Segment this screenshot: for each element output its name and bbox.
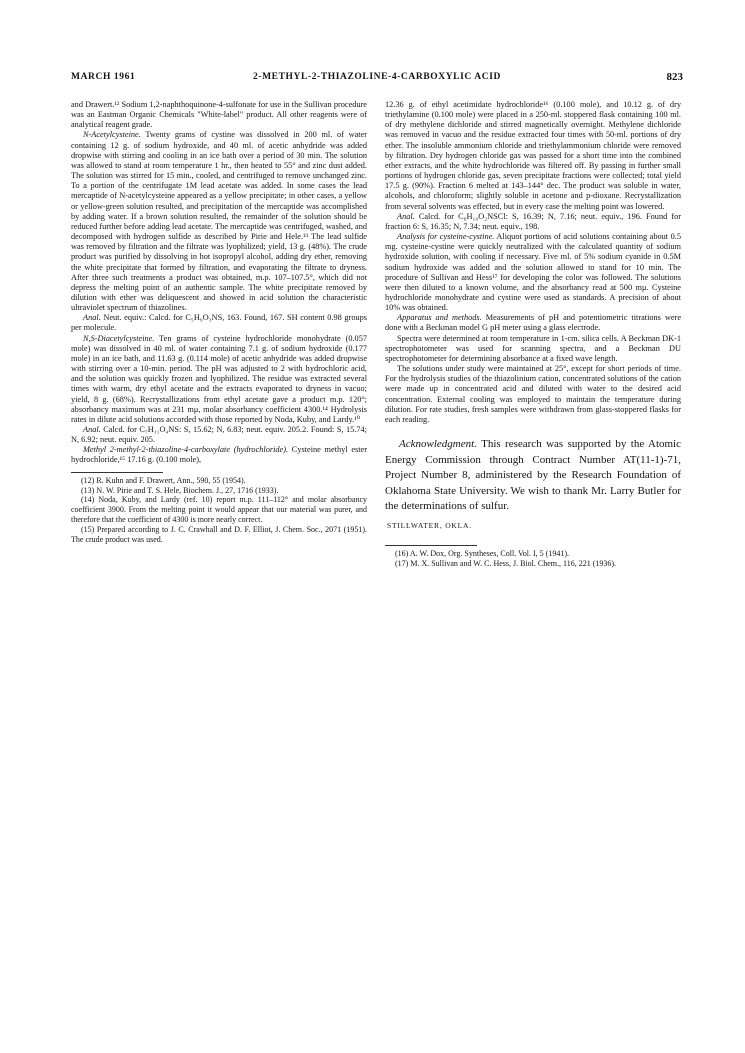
paragraph-body: Calcd. for C₇H₁₁O₄NS: S, 15.62; N, 6.83; neut. equiv. 205.2. Found: S, 15.74; N, 6.92; neut. equiv. 205. [71,425,367,445]
paragraph-solutions: The solutions under study were maintained at 25°, except for short periods of time. For the hydrolysis studies of the thiazolinium cation, concentrated solutions of the cation were made up in concentrated acid and diluted with water to the desired acid concentration. External cooling was employed to maintain the temperature during dilution. For rate studies, fresh samples were withdrawn from glass-stoppered flasks for each reading. [385,364,681,424]
paragraph-diacetylcysteine [71,334,367,425]
section-heading: Analysis for cysteine-cystine. [397,232,495,242]
signoff-location: STILLWATER, OKLA. [387,520,472,530]
left-column [71,100,367,545]
paragraph-continuation: and Drawert.¹² Sodium 1,2-naphthoquinone-4-sulfonate for use in the Sullivan procedure was an Eastman Organic Chemicals "White-label" product. All other reagents were of analytical reagent grade. [71,100,367,130]
footnote-13: (13) N. W. Pirie and T. S. Hele, Biochem. J., 27, 1716 (1933). [81,485,279,495]
section-heading: Anal. [83,425,101,434]
footnotes-left [71,476,367,545]
footnote-17: (17) M. X. Sullivan and W. C. Hess, J. Biol. Chem., 116, 221 (1936). [395,559,617,569]
acknowledgment-body: This research was supported by the Atomic Energy Commission through Contract Number AT(11-1)-71, Project Number 8, administered by the Research Foundation of Oklahoma State University. We wish to thank Mr. Larry Butler for the determinations of sulfur. [385,438,681,513]
section-heading: Anal. [83,313,101,323]
issue-date: MARCH 1961 [71,72,136,82]
paragraph-spectra: Spectra were determined at room temperature in 1-cm. silica cells. A Beckman DK-1 spectrophotometer was used for scanning spectra, and a Beckman DU spectrophotometer for determining absorbance at a fixed wave length. [385,333,681,363]
paragraph-analysis-1 [71,313,367,333]
page-number: 823 [666,71,683,83]
paragraph-analysis-3 [385,212,681,232]
right-column [385,100,681,569]
paragraph-body: Calcd. for C₆H₁₀O₂NSCl: S, 16.39; N, 7.16; neut. equiv., 196. Found for fraction 6: S, 16.35; N, 7.34; neut. equiv., 198. [385,211,681,231]
paragraph-cysteine-cystine [385,232,681,313]
footnotes-right [385,549,681,569]
paragraph-body: Ten grams of cysteine hydrochloride monohydrate (0.057 mole) was dissolved in 40 ml. of water containing 7.1 g. of sodium hydroxide (0.177 mole) in an ice bath, and 11.63 g. (0.114 mole) of acetic anhydride was added dropwise with stirring over a 10-min. period. The pH was adjusted to 2 with hydrochloric acid, and the solution was quickly frozen and lyophilized. The residue was extracted several times with warm, dry ethyl acetate and the extracts evaporated to dryness in vacuo; yield, 8 g. (68%). Recrystallizations from ethyl acetate gave a product m.p. 120°; absorbancy maximum was at 231 mμ, molar absorbancy coefficient 4300.¹⁴ Hydrolysis rates in dilute acid solutions accorded with those reported by Noda, Kuby, and Lardy.¹⁰ [71,333,367,424]
paragraph-analysis-2 [71,425,367,445]
paragraph-apparatus [385,313,681,333]
section-heading: N,S-Diacetylcysteine. [83,333,155,343]
acknowledgment-heading: Acknowledgment. [399,438,477,450]
footnote-15: (15) Prepared according to J. C. Crawhall and D. F. Elliot, J. Chem. Soc., 2071 (1951). The crude product was used. [71,525,367,545]
acknowledgment [385,437,681,515]
paragraph-body: Cysteine methyl ester hydrochloride,¹⁵ 17.16 g. (0.100 mole), [71,445,367,465]
section-heading: N-Acetylcysteine. [83,130,141,140]
footnote-rule [71,472,163,473]
paragraph-body: Aliquot portions of acid solutions containing about 0.5 mg. cysteine-cystine were quickly neutralized with the calculated quantity of sodium hydroxide solution, with cooling if necessary. Five ml. of 5% sodium cyanide in 0.5M sodium hydroxide was added and the solution allowed to stand for 10 min. The procedure of Sullivan and Hess¹⁷ for developing the color was followed. The solutions were then diluted to a known volume, and the absorbancy read at 500 mμ. Cysteine hydrochloride monohydrate and cystine were used as standards. A precision of about 10% was obtained. [385,232,681,313]
paragraph-methyl-thiazoline [71,445,367,465]
paragraph-body: Twenty grams of cystine was dissolved in 200 ml. of water containing 12 g. of sodium hydroxide, and 40 ml. of acetic anhydride was added dropwise with stirring and cooling in an ice bath over a period of 30 min. The solution was allowed to stand at room temperature 1 hr., then heated to 55° and zinc dust added. The solution was stirred for 15 min., cooled, and centrifuged to remove unchanged zinc. To a portion of the centrifugate 1M lead acetate was added. In some cases the lead mercaptide of N-acetylcysteine appeared as a yellow precipitate; in other cases, a yellow or yellow-green solution resulted, and precipitation of the mercaptide was accomplished by adding water. If a brown solution resulted, the remainder of the solution should be reduced further before adding lead acetate. The mercaptide was centrifuged, washed, and decomposed with hydrogen sulfide as described by Pirie and Hele.¹³ The lead sulfide was removed by filtration and the filtrate was lyophilized; yield, 13 g. (48%). The crude product was purified by dissolving in hot isopropyl alcohol, adding dry ether, removing the white precipitate that formed by filtration, and evaporating the filtrate to dryness. After three such treatments a product was obtained, m.p. 107–107.5°, which did not depress the melting point of an authentic sample. The white precipitate removed by dilution with ether was deliquescent and showed in acid solution the characteristic ultraviolet spectrum of thiazolines. [71,130,367,313]
footnote-12: (12) R. Kuhn and F. Drawert, Ann., 590, 55 (1954). [81,475,246,485]
footnote-14: (14) Noda, Kuby, and Lardy (ref. 10) report m.p. 111–112° and molar absorbancy coefficient 3900. From the melting point it would appear that our material was purer, and therefore that the coefficient of 4300 is more nearly correct. [71,495,367,525]
running-title: 2-METHYL-2-THIAZOLINE-4-CARBOXYLIC ACID [253,72,501,82]
section-heading: Methyl 2-methyl-2-thiazoline-4-carboxylate (hydrochloride). [83,445,289,455]
paragraph-body: Neut. equiv.: Calcd. for C₅H₉O₃NS, 163. Found, 167. SH content 0.98 groups per molecule. [71,313,367,333]
paragraph-n-acetylcysteine [71,130,367,313]
paragraph-body: Measurements of pH and potentiometric titrations were done with a Beckman model G pH meter using a glass electrode. [385,313,681,333]
running-header [71,72,683,88]
footnote-16: (16) A. W. Dox, Org. Syntheses, Coll. Vol. I, 5 (1941). [395,549,570,559]
section-heading: Apparatus and methods. [397,313,482,323]
footnote-rule [385,545,477,546]
paragraph-continuation: 12.36 g. of ethyl acetimidate hydrochloride¹⁶ (0.100 mole), and 10.12 g. of dry triethylamine (0.100 mole) were placed in a 250-ml. stoppered flask containing 100 ml. of dry methylene dichloride and stirred magnetically overnight. Methylene dichloride was removed in vacuo and the residue extracted four times with 50-ml. portions of dry ether. The insoluble ammonium chloride and triethylammonium chloride were removed by filtration. Dry hydrogen chloride gas was passed for a short time into the combined ether extracts, and the white hydrochloride was filtered off. By passing in further small portions of hydrogen chloride gas, seven precipitate fractions were collected; total yield 17.5 g. (90%). Fraction 6 melted at 143–144° dec. The product was soluble in water, alcohols, and chloroform; slightly soluble in acetone and p-dioxane. Recrystallization from several solvents was effected, but in every case the melting point was lowered. [385,100,681,211]
section-heading: Anal. [397,211,415,221]
